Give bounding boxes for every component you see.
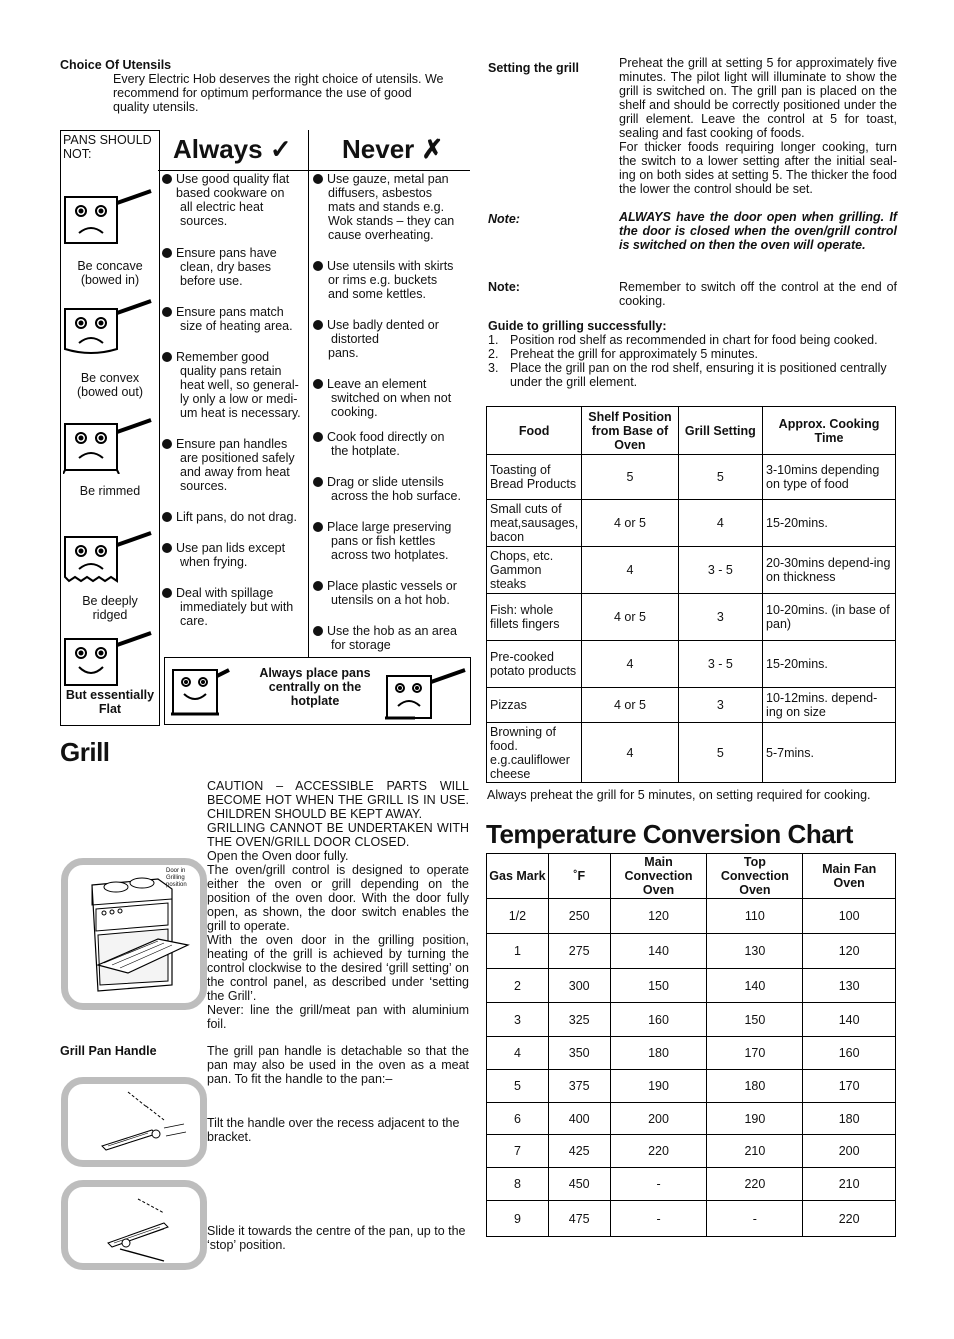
table-row — [487, 500, 896, 547]
table-row — [487, 1103, 896, 1135]
table-cell: 180 — [803, 1103, 896, 1135]
centre-note-2: centrally on the — [268, 680, 362, 694]
table-cell: 3 — [678, 688, 762, 723]
header-cell: Approx. Cooking Time — [763, 407, 896, 455]
grill-chart-table — [486, 406, 896, 783]
table-cell: 250 — [548, 899, 610, 934]
table-cell: 160 — [803, 1037, 896, 1070]
header-divider — [158, 170, 470, 171]
oven-illustration — [61, 858, 207, 1010]
always-item: Ensure pans match size of heating area. — [162, 305, 293, 333]
table-cell: Pre-cooked potato products — [487, 641, 582, 688]
table-cell: 170 — [803, 1070, 896, 1103]
pans-header-1: PANS SHOULD — [63, 133, 152, 147]
never-item: Place plastic vessels or utensils on a hot hob. — [313, 579, 457, 607]
guide-title: Guide to grilling successfully: — [488, 319, 667, 333]
table-cell: 210 — [707, 1135, 803, 1168]
centre-note-3: hotplate — [290, 694, 340, 708]
table-cell: 10-12mins. depend-ing on size — [763, 688, 896, 723]
table-row — [487, 1037, 896, 1070]
table-row — [487, 934, 896, 969]
table-cell: 140 — [610, 934, 707, 969]
grill-position: With the oven door in the grilling position, heating of the grill is achieved by turning the control clockwise to the desired ‘grill setting’ on the control panel, as described under ‘setting the Grill’. — [207, 933, 469, 1003]
table-cell: 300 — [548, 969, 610, 1003]
header-cell: Gas Mark — [487, 854, 549, 899]
table-cell: 375 — [548, 1070, 610, 1103]
header-cell: Food — [487, 407, 582, 455]
table-cell: 3 - 5 — [678, 547, 762, 594]
setting-label: Setting the grill — [488, 61, 579, 75]
grill-table-footnote: Always preheat the grill for 5 minutes, on setting required for cooking. — [487, 788, 871, 802]
table-cell: 220 — [803, 1201, 896, 1237]
grill-pan-handle-text: The grill pan handle is detachable so that the pan may also be used in the oven as a meat pan. To fit the handle to the pan:– — [207, 1044, 469, 1086]
table-cell: 275 — [548, 934, 610, 969]
table-cell: 20-30mins depend-ing on thickness — [763, 547, 896, 594]
table-cell: 6 — [487, 1103, 549, 1135]
pan-label-flat-1: But essentially — [65, 688, 155, 702]
grill-text-block — [207, 779, 469, 1031]
table-cell: 210 — [803, 1168, 896, 1201]
header-cell: Grill Setting — [678, 407, 762, 455]
table-row — [487, 1070, 896, 1103]
table-cell: 475 — [548, 1201, 610, 1237]
utensils-table — [60, 130, 470, 725]
table-cell: 130 — [803, 969, 896, 1003]
pan-label-concave-1: Be concave — [77, 259, 143, 273]
always-item: Deal with spillage immediately but with care. — [162, 586, 293, 628]
header-cell: Main Convection Oven — [610, 854, 707, 899]
door-caption-3: position — [166, 882, 187, 888]
table-row — [487, 969, 896, 1003]
ridged-pan-icon — [63, 531, 153, 587]
table-row — [487, 641, 896, 688]
always-item: Ensure pan handles are positioned safely and away from heat sources. — [162, 437, 295, 493]
table-cell: 4 or 5 — [582, 594, 678, 641]
header-cell: Shelf Position from Base of Oven — [582, 407, 678, 455]
flat-pan-icon — [63, 631, 153, 687]
setting-text: Preheat the grill at setting 5 for approximately five minutes. The pilot light will illuminate to show the grill is switched on. The grill pan is placed on the shelf and should be correctly positioned under the grill element. Leave the control at 5 for toast, sealing and fast cooking of foods. — [619, 56, 897, 140]
pan-label-convex-2: (bowed out) — [76, 385, 143, 399]
always-item: Remember good quality pans retain heat well, so general- ly only a low or medi- um heat is necessary. — [162, 350, 301, 420]
table-row — [487, 688, 896, 723]
always-item: Use good quality flat based cookware on all electric heat sources. — [162, 172, 289, 228]
table-cell: 4 or 5 — [582, 688, 678, 723]
utensils-title: Choice Of Utensils — [60, 58, 172, 72]
table-cell: 120 — [803, 934, 896, 969]
table-row — [487, 455, 896, 500]
concave-pan-icon — [63, 189, 153, 245]
note1-label: Note: — [488, 212, 520, 226]
always-item: Ensure pans have clean, dry bases before use. — [162, 246, 277, 288]
table-cell: 4 — [582, 723, 678, 783]
handle-slide-illustration — [61, 1180, 207, 1270]
grill-pan-handle-label: Grill Pan Handle — [60, 1044, 157, 1058]
table-cell: Browning of food. e.g.cauliflower cheese — [487, 723, 582, 783]
table-cell: 200 — [803, 1135, 896, 1168]
table-cell: 9 — [487, 1201, 549, 1237]
table-row — [487, 1168, 896, 1201]
table-row — [487, 1135, 896, 1168]
pan-label-ridged-1: Be deeply — [82, 594, 138, 608]
handle-tilt-illustration — [61, 1077, 207, 1167]
never-item: Drag or slide utensils across the hob surface. — [313, 475, 461, 503]
table-row — [487, 547, 896, 594]
always-item: Lift pans, do not drag. — [162, 510, 297, 524]
table-cell: 8 — [487, 1168, 549, 1201]
door-caption-2: Grilling — [166, 875, 185, 881]
tilt-text: Tilt the handle over the recess adjacent to the bracket. — [207, 1116, 460, 1144]
grill-open: Open the Oven door fully. — [207, 849, 349, 863]
setting-text-2: For thicker foods requiring longer cooking, turn the switch to a lower setting after the initial seal-ing on both sides at setting 5. The thicker the food the lower the control should be set. — [619, 140, 897, 196]
table-header-row — [487, 407, 896, 455]
table-cell: 15-20mins. — [763, 500, 896, 547]
table-header-row — [487, 854, 896, 899]
guide-item: 3. Place the grill pan on the rod shelf, ensuring it is positioned centrally under the grill element. — [488, 361, 887, 389]
table-row — [487, 1003, 896, 1037]
table-cell: 4 — [678, 500, 762, 547]
utensils-intro-1: Every Electric Hob deserves the right choice of utensils. We — [113, 72, 444, 86]
table-cell: 170 — [707, 1037, 803, 1070]
never-item: Use gauze, metal pan diffusers, asbestos mats and stands e.g. Wok stands – they can cause overheating. — [313, 172, 454, 242]
conversion-heading: Temperature Conversion Chart — [486, 819, 853, 849]
never-item: Leave an element switched on when not cooking. — [313, 377, 451, 419]
note1-text: ALWAYS have the door open when grilling. If the door is closed when the oven/grill control is switched on then the oven will operate. — [619, 210, 897, 252]
table-cell: Toasting of Bread Products — [487, 455, 582, 500]
table-row — [487, 723, 896, 783]
table-cell: 150 — [610, 969, 707, 1003]
table-cell: 140 — [803, 1003, 896, 1037]
table-cell: 425 — [548, 1135, 610, 1168]
table-cell: - — [707, 1201, 803, 1237]
guide-item: 2. Preheat the grill for approximately 5 minutes. — [488, 347, 759, 361]
table-cell: 100 — [803, 899, 896, 934]
door-caption-1: Door in — [166, 868, 186, 874]
table-cell: 5 — [582, 455, 678, 500]
guide-item: 1. Position rod shelf as recommended in chart for food being cooked. — [488, 333, 878, 347]
table-cell: - — [610, 1201, 707, 1237]
table-cell: 180 — [707, 1070, 803, 1103]
pan-label-ridged-2: ridged — [92, 608, 128, 622]
never-item: Use utensils with skirts or rims e.g. buckets and some kettles. — [313, 259, 453, 301]
table-cell: 4 or 5 — [582, 500, 678, 547]
grill-never: Never: line the grill/meat pan with aluminium foil. — [207, 1003, 469, 1031]
note2-label: Note: — [488, 280, 520, 294]
table-cell: 150 — [707, 1003, 803, 1037]
rimmed-pan-icon — [63, 418, 153, 474]
utensils-intro-2: recommend for optimum performance the use of good — [113, 86, 412, 100]
conversion-table — [486, 853, 896, 1237]
centre-pans-box — [164, 657, 471, 725]
table-cell: 130 — [707, 934, 803, 969]
sad-pan-icon — [385, 666, 467, 720]
guide-list — [488, 333, 898, 389]
table-cell: 450 — [548, 1168, 610, 1201]
pans-column — [60, 130, 160, 726]
table-cell: 4 — [582, 641, 678, 688]
grill-closed: GRILLING CANNOT BE UNDERTAKEN WITH THE OVEN/GRILL DOOR CLOSED. — [207, 821, 469, 849]
table-cell: 180 — [610, 1037, 707, 1070]
table-cell: Small cuts of meat,sausages, bacon — [487, 500, 582, 547]
table-cell: 3 - 5 — [678, 641, 762, 688]
table-cell: 10-20mins. (in base of pan) — [763, 594, 896, 641]
pan-label-flat-2: Flat — [98, 702, 122, 716]
handle-tilt-icon — [68, 1084, 200, 1160]
table-cell: 5 — [678, 455, 762, 500]
table-cell: 3 — [678, 594, 762, 641]
pan-label-convex-1: Be convex — [80, 371, 140, 385]
table-row — [487, 899, 896, 934]
never-item: Cook food directly on the hotplate. — [313, 430, 444, 458]
table-cell: 7 — [487, 1135, 549, 1168]
table-row — [487, 594, 896, 641]
utensils-intro-3: quality utensils. — [113, 100, 199, 114]
pan-label-rimmed: Be rimmed — [79, 484, 141, 498]
table-cell: 5-7mins. — [763, 723, 896, 783]
always-item: Use pan lids except when frying. — [162, 541, 285, 569]
note2-text: Remember to switch off the control at the end of cooking. — [619, 280, 897, 308]
never-item: Use the hob as an area for storage — [313, 624, 457, 652]
header-cell: Main Fan Oven — [803, 854, 896, 899]
header-cell: ˚F — [548, 854, 610, 899]
table-cell: 140 — [707, 969, 803, 1003]
never-heading: Never ✗ — [342, 134, 444, 164]
table-cell: 5 — [678, 723, 762, 783]
table-cell: 4 — [487, 1037, 549, 1070]
table-cell: 110 — [707, 899, 803, 934]
happy-pan-icon — [171, 664, 231, 718]
table-cell: 400 — [548, 1103, 610, 1135]
convex-pan-icon — [63, 299, 153, 355]
table-cell: 2 — [487, 969, 549, 1003]
handle-slide-icon — [68, 1187, 200, 1263]
table-cell: Chops, etc. Gammon steaks — [487, 547, 582, 594]
centre-note-1: Always place pans — [259, 666, 371, 680]
table-cell: 3 — [487, 1003, 549, 1037]
table-cell: 160 — [610, 1003, 707, 1037]
slide-text: Slide it towards the centre of the pan, up to the ‘stop’ position. — [207, 1224, 466, 1252]
grill-heading: Grill — [60, 737, 110, 767]
table-cell: 1/2 — [487, 899, 549, 934]
table-cell: 3-10mins depending on type of food — [763, 455, 896, 500]
table-cell: 4 — [582, 547, 678, 594]
table-cell: - — [610, 1168, 707, 1201]
table-cell: Fish: whole fillets fingers — [487, 594, 582, 641]
pan-label-concave-2: (bowed in) — [80, 273, 140, 287]
always-heading: Always ✓ — [173, 134, 292, 164]
column-divider — [308, 130, 309, 657]
table-cell: Pizzas — [487, 688, 582, 723]
table-cell: 200 — [610, 1103, 707, 1135]
never-item: Place large preserving pans or fish kettles across two hotplates. — [313, 520, 451, 562]
never-item: Use badly dented or distorted pans. — [313, 318, 439, 360]
pans-header-2: NOT: — [63, 147, 92, 161]
setting-text-block — [619, 56, 897, 196]
grill-control: The oven/grill control is designed to operate either the oven or grill depending on the position of the oven door. With the door fully open, as shown, the door switch enables the grill to operate. — [207, 863, 469, 933]
table-cell: 120 — [610, 899, 707, 934]
table-cell: 5 — [487, 1070, 549, 1103]
table-cell: 15-20mins. — [763, 641, 896, 688]
table-cell: 325 — [548, 1003, 610, 1037]
table-cell: 350 — [548, 1037, 610, 1070]
table-row — [487, 1201, 896, 1237]
table-cell: 190 — [610, 1070, 707, 1103]
table-cell: 220 — [707, 1168, 803, 1201]
table-cell: 190 — [707, 1103, 803, 1135]
grill-caution: CAUTION – ACCESSIBLE PARTS WILL BECOME HOT WHEN THE GRILL IS IN USE. CHILDREN SHOULD BE KEPT AWAY. — [207, 779, 469, 821]
table-cell: 220 — [610, 1135, 707, 1168]
header-cell: Top Convection Oven — [707, 854, 803, 899]
table-cell: 1 — [487, 934, 549, 969]
